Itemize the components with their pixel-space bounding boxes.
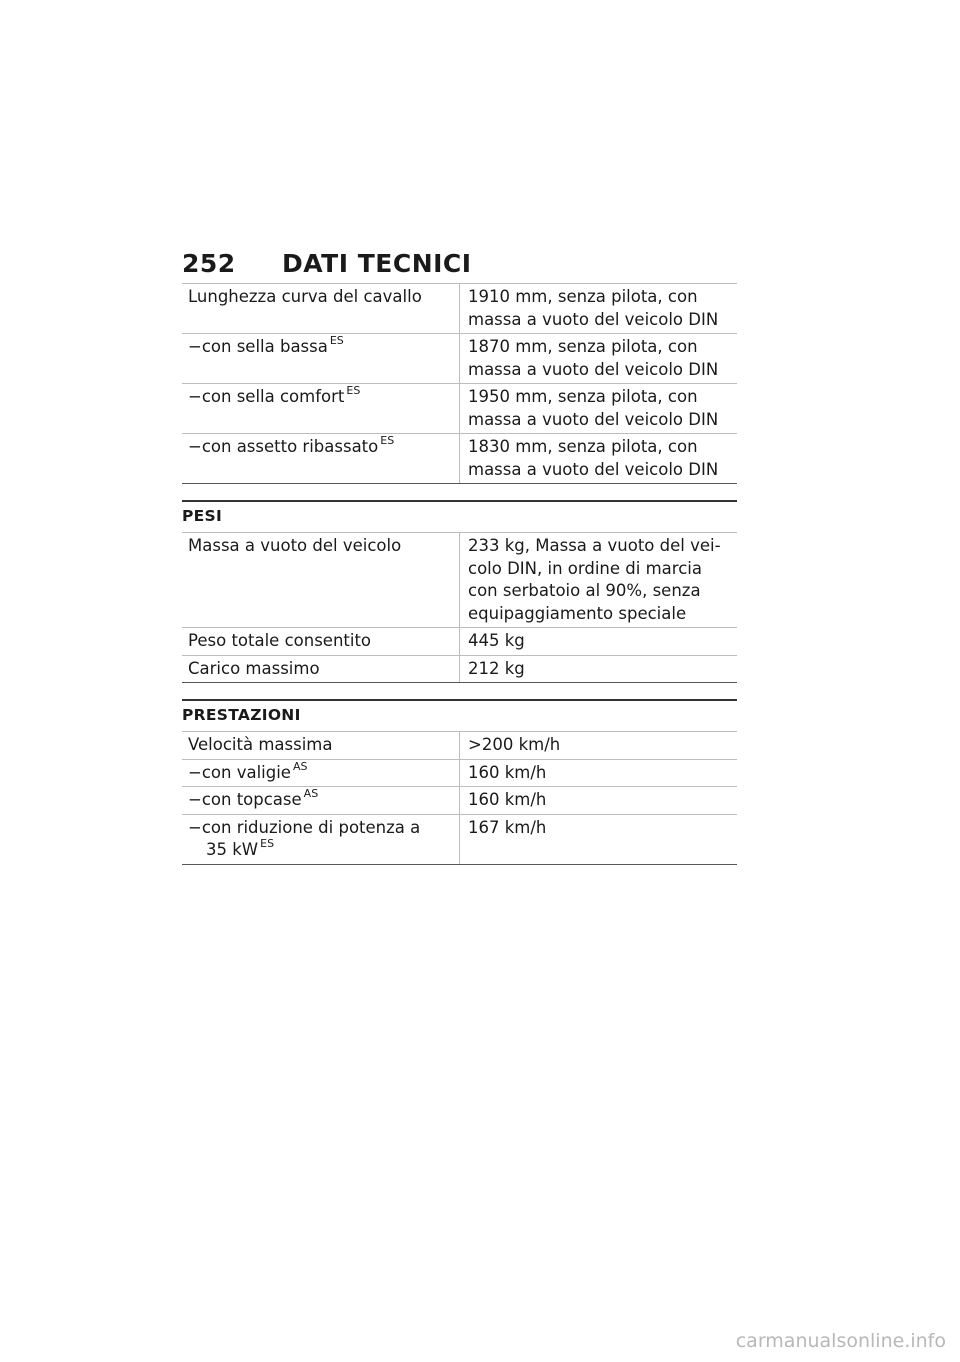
footnote-marker: ES — [380, 434, 395, 447]
weights-table — [182, 532, 737, 683]
row-value: 212 kg — [460, 655, 738, 683]
section-title-performance: PRESTAZIONI — [182, 699, 737, 731]
page-number: 252 — [182, 248, 236, 278]
footnote-marker: ES — [346, 384, 361, 397]
manual-page — [182, 243, 737, 865]
row-value: 160 km/h — [460, 787, 738, 815]
row-label: −con assetto ribassato $^{ES}$ — [182, 434, 460, 484]
row-value: 160 km/h — [460, 759, 738, 787]
performance-table — [182, 731, 737, 865]
table-row — [182, 384, 737, 434]
table-row — [182, 434, 737, 484]
table-row — [182, 732, 737, 760]
table-row — [182, 533, 737, 628]
row-value: 1870 mm, senza pilota, con massa a vuoto del veicolo DIN — [460, 334, 738, 384]
length-table — [182, 283, 737, 484]
row-value: 1910 mm, senza pilota, con massa a vuoto del veicolo DIN — [460, 284, 738, 334]
row-label: Velocità massima — [182, 732, 460, 760]
row-value: 1830 mm, senza pilota, con massa a vuoto del veicolo DIN — [460, 434, 738, 484]
row-label: −con topcase $^{AS}$ — [182, 787, 460, 815]
footnote-marker: ES — [260, 837, 275, 850]
row-value: 445 kg — [460, 628, 738, 656]
row-label: Carico massimo — [182, 655, 460, 683]
row-label: −con sella bassa $^{ES}$ — [182, 334, 460, 384]
row-value: 167 km/h — [460, 814, 738, 864]
page-title: DATI TECNICI — [282, 248, 472, 278]
table-row — [182, 759, 737, 787]
row-label: −con sella comfort $^{ES}$ — [182, 384, 460, 434]
footnote-marker: ES — [329, 334, 344, 347]
table-row — [182, 814, 737, 864]
row-label: −con valigie $^{AS}$ — [182, 759, 460, 787]
table-row — [182, 334, 737, 384]
footnote-marker: AS — [303, 787, 319, 800]
row-label: −con riduzione di potenza a 35 kW $^{ES}$ — [182, 814, 460, 864]
footnote-marker: AS — [292, 759, 308, 773]
table-row — [182, 628, 737, 656]
row-label: Massa a vuoto del veicolo — [182, 533, 460, 628]
table-row — [182, 655, 737, 683]
row-value: 233 kg, Massa a vuoto del vei- colo DIN, in ordine di marcia con serbatoio al 90%, senza equipaggiamento speciale — [460, 533, 738, 628]
page-header — [182, 243, 737, 283]
table-row — [182, 787, 737, 815]
watermark: carmanualsonline.info — [735, 1330, 946, 1352]
section-title-weights: PESI — [182, 500, 737, 532]
table-row — [182, 284, 737, 334]
row-label: Lunghezza curva del cavallo — [182, 284, 460, 334]
row-value: 1950 mm, senza pilota, con massa a vuoto del veicolo DIN — [460, 384, 738, 434]
row-label: Peso totale consentito — [182, 628, 460, 656]
row-value: >200 km/h — [460, 732, 738, 760]
